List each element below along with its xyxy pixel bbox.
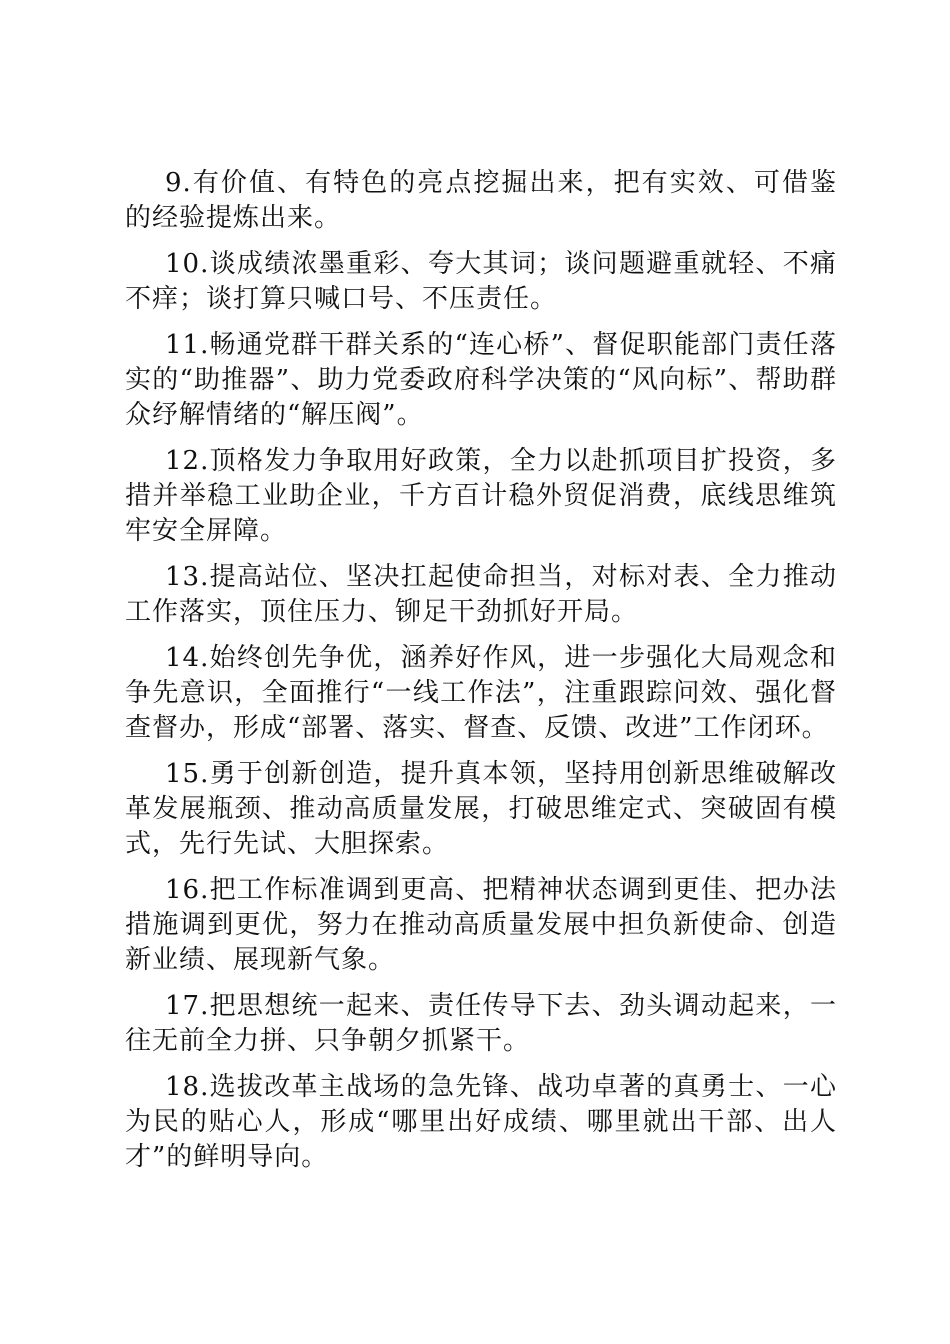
paragraph-14: 14.始终创先争优，涵养好作风，进一步强化大局观念和争先意识，全面推行“一线工作法”，注重跟踪问效、强化督查督办，形成“部署、落实、督查、反馈、改进”工作闭环。: [125, 643, 837, 743]
paragraph-18: 18.选拔改革主战场的急先锋、战功卓著的真勇士、一心为民的贴心人，形成“哪里出好成绩、哪里就出干部、出人才”的鲜明导向。: [125, 1072, 837, 1172]
paragraph-16: 16.把工作标准调到更高、把精神状态调到更佳、把办法措施调到更优，努力在推动高质量发展中担负新使命、创造新业绩、展现新气象。: [125, 875, 837, 975]
paragraph-15: 15.勇于创新创造，提升真本领，坚持用创新思维破解改革发展瓶颈、推动高质量发展，打破思维定式、突破固有模式，先行先试、大胆探索。: [125, 759, 837, 859]
document-body: [125, 166, 837, 1186]
paragraph-9: 9.有价值、有特色的亮点挖掘出来，把有实效、可借鉴的经验提炼出来。: [125, 168, 837, 233]
paragraph-17: 17.把思想统一起来、责任传导下去、劲头调动起来，一往无前全力拼、只争朝夕抓紧干。: [125, 991, 837, 1056]
paragraph-10: 10.谈成绩浓墨重彩、夸大其词；谈问题避重就轻、不痛不痒；谈打算只喊口号、不压责任。: [125, 249, 837, 314]
paragraph-11: 11.畅通党群干群关系的“连心桥”、督促职能部门责任落实的“助推器”、助力党委政府科学决策的“风向标”、帮助群众纾解情绪的“解压阀”。: [125, 330, 837, 430]
paragraph-13: 13.提高站位、坚决扛起使命担当，对标对表、全力推动工作落实，顶住压力、铆足干劲抓好开局。: [125, 562, 837, 627]
paragraph-12: 12.顶格发力争取用好政策，全力以赴抓项目扩投资，多措并举稳工业助企业，千方百计稳外贸促消费，底线思维筑牢安全屏障。: [125, 446, 837, 546]
